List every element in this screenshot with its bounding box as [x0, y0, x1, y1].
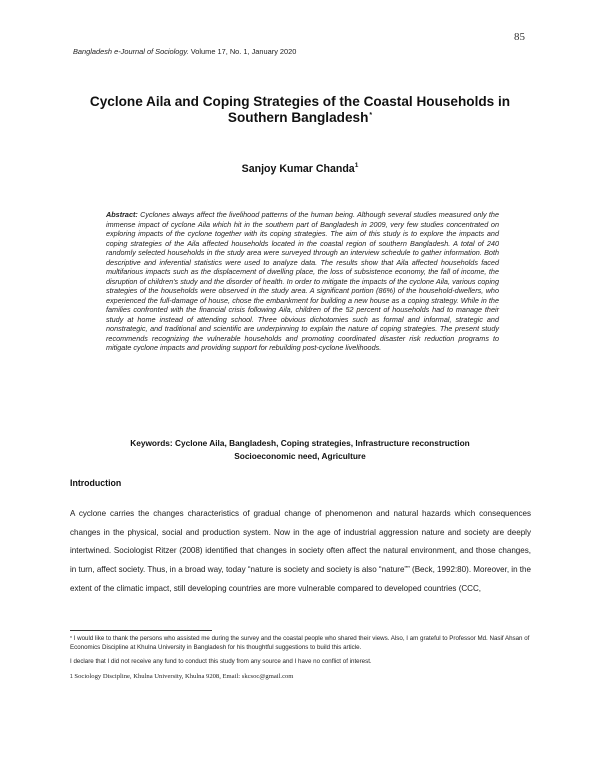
author-line	[70, 163, 530, 175]
footnote-1-text: I would like to thank the persons who assisted me during the survey and the coastal people who shared their views. Also, I am grateful to Professor Md. Nasif Ahsan of Economics Discipline at Khulna University in Bangladesh for his thoughtful suggestions to build this article.	[70, 635, 530, 651]
abstract-text: Cyclones always affect the livelihood patterns of the human being. Although several studies measured only the immense impact of cyclone Aila which hit in the southern part of Bangladesh in 2009, very few studies concentrated on exploring impacts of the cyclone together with its coping strategies. The aim of this study is to explore the impacts and coping strategies of the Aila affected households located in the coastal region of southern Bangladesh. A total of 240 randomly selected households in the study area were surveyed through an interview schedule to gather information. Both descriptive and inferential statistics were used to analyze data. The results show that Aila affected households faced multifarious impacts such as the displacement of dwelling place, the loss of subsistence economy, the fall of income, the disruption of children's study and the disorder of health. In order to mitigate the impacts of the cyclone Aila, various coping strategies of the households were observed in the study area. A significant portion (86%) of the household-dwellers, who experienced the full-damage of house, chose the embankment for building a new house as a coping strategy. While in the families confronted with the financial crisis following Aila, children of the 52 percent of households had to manage their study at home instead of attending school. Three obvious dichotomies such as formal and informal, strategic and nonstrategic, and traditional and scientific are underpinning to explain the nature of coping strategies. The present study recommends recognizing the vulnerable households and promoting coordinated disaster risk reduction programs to mitigate cyclone impacts and providing support for rebuilding post-cyclone livelihoods.	[106, 210, 499, 352]
footnote-divider	[70, 630, 212, 631]
abstract	[106, 210, 499, 353]
journal-name: Bangladesh e-Journal of Sociology.	[73, 47, 189, 56]
page-number: 85	[514, 31, 525, 43]
title-footnote-marker[interactable]: *	[369, 112, 373, 119]
abstract-label: Abstract:	[106, 210, 138, 219]
footnote-acknowledgement	[70, 635, 531, 652]
paper-title	[70, 94, 530, 126]
journal-issue: Volume 17, No. 1, January 2020	[188, 47, 297, 56]
footnotes	[70, 635, 531, 687]
introduction-heading: Introduction	[70, 478, 122, 488]
keywords-line-2: Socioeconomic need, Agriculture	[234, 450, 366, 461]
author-footnote-marker[interactable]: 1	[354, 162, 359, 169]
title-line-2	[70, 110, 530, 126]
keywords	[80, 437, 520, 462]
author-name: Sanjoy Kumar Chanda	[241, 163, 355, 175]
running-header	[73, 47, 296, 56]
footnote-declaration: I declare that I did not receive any fund to conduct this study from any source and I have no conflict of interest.	[70, 658, 372, 666]
footnote-3-marker: 1	[70, 673, 73, 680]
title-line-2-text: Southern Bangladesh	[227, 110, 369, 125]
footnote-3-text: Sociology Discipline, Khulna University, Khulna 9208, Email: skcsoc@gmail.com	[72, 672, 294, 680]
title-line-1: Cyclone Aila and Coping Strategies of the Coastal Households in	[89, 94, 511, 109]
footnote-1-marker: *	[70, 636, 72, 642]
introduction-paragraph: A cyclone carries the changes characteristics of gradual change of phenomenon and natural hazards which consequences changes in the physical, social and production system. Now in the age of industrial aggression nature and society are deeply intertwined. Sociologist Ritzer (2008) identified that changes in society often affect the natural environment, and those changes, in turn, affect society. Thus, in a broad way, today “nature is society and society is also “nature”” (Beck, 1992:80). Moreover, in the extent of the climatic impact, still developing countries are more vulnerable compared to developed countries (CCC,	[70, 509, 531, 593]
footnote-affiliation	[70, 673, 531, 682]
keywords-line-1: Keywords: Cyclone Aila, Bangladesh, Coping strategies, Infrastructure reconstruction	[130, 438, 470, 448]
